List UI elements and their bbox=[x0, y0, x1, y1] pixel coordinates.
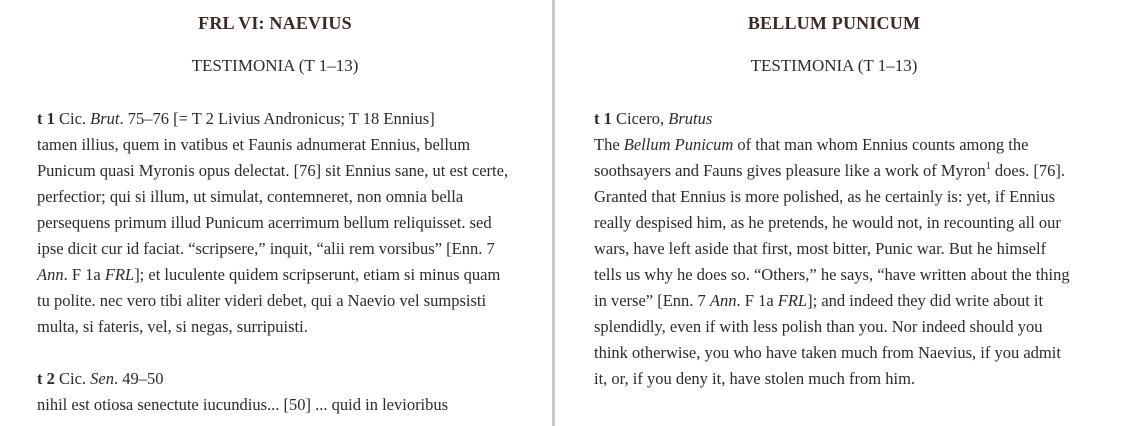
text-segment: . F 1a bbox=[736, 291, 778, 310]
entry-label: t 1 bbox=[37, 109, 55, 128]
ref-locus: . 49–50 bbox=[114, 369, 164, 388]
entry-label: t 1 bbox=[594, 109, 612, 128]
text-segment: . F 1a bbox=[63, 265, 105, 284]
testimonium-t2-latin bbox=[37, 366, 513, 418]
text-segment: does. [76]. Granted that Ennius is more polished, as he certainly is: yet, if Ennius really despised him, as he pretends, he would not, in recounting all our wars, have left aside that first, most bitter, Punic war. But he himself tells us why he does so. “Others,” he says, “have written about the thing in verse” [Enn. 7 bbox=[594, 161, 1070, 310]
t1-translation-reference bbox=[594, 106, 1074, 132]
frl-abbrev: FRL bbox=[104, 265, 135, 284]
ann-abbrev: Ann bbox=[709, 291, 737, 310]
ref-work: Brut bbox=[90, 109, 120, 128]
right-heading: BELLUM PUNICUM bbox=[747, 13, 921, 33]
left-body bbox=[37, 106, 513, 418]
t2-latin-text: nihil est otiosa senectute iucundius... [50] ... quid in levioribus bbox=[37, 395, 449, 414]
ref-work: Sen bbox=[90, 369, 114, 388]
testimonium-t1-translation bbox=[594, 106, 1074, 392]
testimonium-t1-latin bbox=[37, 106, 513, 340]
left-heading: FRL VI: NAEVIUS bbox=[198, 13, 352, 33]
footnote-marker[interactable]: 1 bbox=[985, 161, 991, 172]
ref-author: Cicero, bbox=[616, 109, 669, 128]
right-body bbox=[594, 106, 1074, 392]
column-divider bbox=[552, 0, 555, 426]
text-segment: ]; and indeed they did write about it splendidly, even if with less polish than you. Nor indeed should you think otherwise, you who have taken much from Naevius, if you admit it, or, if you deny it, have stolen much from him. bbox=[594, 291, 1061, 388]
ref-author: Cic. bbox=[59, 109, 91, 128]
t1-translation-text bbox=[594, 132, 1074, 392]
text-segment: The bbox=[594, 135, 624, 154]
text-segment: of that man whom Ennius counts among the soothsayers and Fauns gives pleasure like a work of Myron bbox=[594, 135, 1029, 180]
ref-author: Cic. bbox=[59, 369, 91, 388]
ann-abbrev: Ann bbox=[37, 265, 64, 284]
entry-label: t 2 bbox=[37, 369, 55, 388]
right-subheading: TESTIMONIA (T 1–13) bbox=[750, 56, 918, 75]
left-subheading: TESTIMONIA (T 1–13) bbox=[191, 56, 359, 75]
t1-latin-reference bbox=[37, 106, 513, 132]
text-segment: ]; et luculente quidem scripserunt, etiam si minus quam tu polite. nec vero tibi aliter videri debet, qui a Naevio vel sumpsisti multa, si fateris, vel, si negas, surripuisti. bbox=[37, 265, 501, 336]
ref-work: Brutus bbox=[668, 109, 713, 128]
t1-latin-text bbox=[37, 132, 513, 340]
frl-abbrev: FRL bbox=[777, 291, 808, 310]
work-title: Bellum Punicum bbox=[623, 135, 734, 154]
text-segment: tamen illius, quem in vatibus et Faunis adnumerat Ennius, bellum Punicum quasi Myronis opus delectat. [76] sit Ennius sane, ut est certe, perfectior; qui si illum, ut simulat, contemneret, non omnia bella persequens primum illud Punicum acerrimum bellum reliquisset. sed ipse dicit cur id faciat. “scripsere,” inquit, “alii rem vorsibus” [Enn. 7 bbox=[37, 135, 509, 258]
ref-locus: . 75–76 [= T 2 Livius Andronicus; T 18 Ennius] bbox=[119, 109, 435, 128]
t2-latin-reference bbox=[37, 366, 513, 392]
